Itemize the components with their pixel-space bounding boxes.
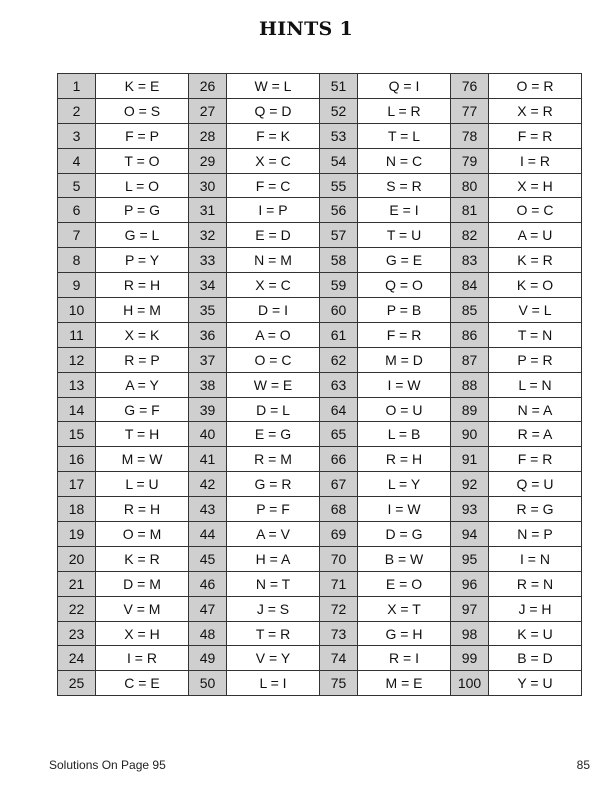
- hint-number: 37: [189, 347, 227, 372]
- hint-number: 50: [189, 671, 227, 696]
- table-row: [58, 273, 582, 298]
- hint-pair: B = W: [358, 546, 451, 571]
- hint-number: 41: [189, 447, 227, 472]
- hint-pair: J = H: [489, 596, 582, 621]
- hint-pair: T = H: [96, 422, 189, 447]
- hint-pair: H = M: [96, 298, 189, 323]
- hint-pair: N = T: [227, 571, 320, 596]
- hint-pair: K = R: [489, 248, 582, 273]
- hint-number: 5: [58, 173, 96, 198]
- table-row: [58, 198, 582, 223]
- hint-pair: C = E: [96, 671, 189, 696]
- hint-number: 78: [451, 123, 489, 148]
- hint-pair: X = C: [227, 273, 320, 298]
- hint-pair: X = T: [358, 596, 451, 621]
- hint-pair: O = U: [358, 397, 451, 422]
- hint-pair: P = Y: [96, 248, 189, 273]
- hint-number: 3: [58, 123, 96, 148]
- hint-number: 61: [320, 322, 358, 347]
- hint-number: 39: [189, 397, 227, 422]
- table-row: [58, 447, 582, 472]
- hint-pair: Q = D: [227, 98, 320, 123]
- hint-pair: K = R: [96, 546, 189, 571]
- hint-pair: Y = U: [489, 671, 582, 696]
- table-row: [58, 522, 582, 547]
- table-row: [58, 372, 582, 397]
- hint-pair: L = O: [96, 173, 189, 198]
- hint-number: 93: [451, 497, 489, 522]
- hint-pair: A = V: [227, 522, 320, 547]
- hint-pair: P = B: [358, 298, 451, 323]
- hint-pair: T = U: [358, 223, 451, 248]
- hint-pair: I = R: [96, 646, 189, 671]
- hint-number: 96: [451, 571, 489, 596]
- hint-number: 55: [320, 173, 358, 198]
- hint-number: 90: [451, 422, 489, 447]
- hint-number: 62: [320, 347, 358, 372]
- table-row: [58, 397, 582, 422]
- hint-number: 16: [58, 447, 96, 472]
- hint-pair: E = D: [227, 223, 320, 248]
- hint-pair: N = A: [489, 397, 582, 422]
- hint-pair: L = I: [227, 671, 320, 696]
- hint-pair: W = L: [227, 74, 320, 99]
- hint-pair: S = R: [358, 173, 451, 198]
- hint-number: 28: [189, 123, 227, 148]
- hint-pair: G = E: [358, 248, 451, 273]
- hint-pair: R = N: [489, 571, 582, 596]
- hint-number: 42: [189, 472, 227, 497]
- table-row: [58, 596, 582, 621]
- hint-pair: D = G: [358, 522, 451, 547]
- hint-number: 64: [320, 397, 358, 422]
- hint-number: 49: [189, 646, 227, 671]
- hint-number: 33: [189, 248, 227, 273]
- hint-number: 77: [451, 98, 489, 123]
- table-row: [58, 123, 582, 148]
- hint-pair: D = L: [227, 397, 320, 422]
- hint-pair: R = H: [96, 497, 189, 522]
- hint-number: 98: [451, 621, 489, 646]
- hint-number: 26: [189, 74, 227, 99]
- hint-number: 92: [451, 472, 489, 497]
- hint-number: 34: [189, 273, 227, 298]
- hint-number: 46: [189, 571, 227, 596]
- hint-pair: D = M: [96, 571, 189, 596]
- hint-number: 54: [320, 148, 358, 173]
- hint-pair: Q = O: [358, 273, 451, 298]
- hint-number: 89: [451, 397, 489, 422]
- hint-pair: F = R: [489, 447, 582, 472]
- hint-pair: X = H: [489, 173, 582, 198]
- table-row: [58, 74, 582, 99]
- hint-number: 58: [320, 248, 358, 273]
- hint-number: 100: [451, 671, 489, 696]
- hint-number: 71: [320, 571, 358, 596]
- hint-pair: Q = U: [489, 472, 582, 497]
- hint-pair: O = C: [227, 347, 320, 372]
- hint-pair: O = C: [489, 198, 582, 223]
- hint-number: 9: [58, 273, 96, 298]
- hint-number: 80: [451, 173, 489, 198]
- table-row: [58, 546, 582, 571]
- hint-number: 27: [189, 98, 227, 123]
- hint-pair: O = M: [96, 522, 189, 547]
- hint-pair: A = Y: [96, 372, 189, 397]
- hint-number: 91: [451, 447, 489, 472]
- hint-number: 6: [58, 198, 96, 223]
- hint-number: 94: [451, 522, 489, 547]
- hint-pair: I = W: [358, 497, 451, 522]
- hint-pair: L = R: [358, 98, 451, 123]
- hint-pair: R = H: [358, 447, 451, 472]
- hint-pair: V = M: [96, 596, 189, 621]
- hint-number: 7: [58, 223, 96, 248]
- page-number: 85: [576, 758, 590, 772]
- hint-pair: E = I: [358, 198, 451, 223]
- table-row: [58, 646, 582, 671]
- hint-number: 81: [451, 198, 489, 223]
- hint-pair: T = L: [358, 123, 451, 148]
- hint-number: 51: [320, 74, 358, 99]
- table-row: [58, 223, 582, 248]
- table-row: [58, 248, 582, 273]
- hint-number: 83: [451, 248, 489, 273]
- hint-number: 87: [451, 347, 489, 372]
- hint-pair: A = U: [489, 223, 582, 248]
- hint-pair: F = R: [489, 123, 582, 148]
- hint-number: 4: [58, 148, 96, 173]
- hint-number: 65: [320, 422, 358, 447]
- hint-number: 20: [58, 546, 96, 571]
- hint-pair: R = A: [489, 422, 582, 447]
- table-row: [58, 671, 582, 696]
- hint-pair: R = I: [358, 646, 451, 671]
- hint-number: 67: [320, 472, 358, 497]
- hint-number: 19: [58, 522, 96, 547]
- hint-number: 53: [320, 123, 358, 148]
- hint-pair: V = L: [489, 298, 582, 323]
- hint-number: 82: [451, 223, 489, 248]
- hint-number: 85: [451, 298, 489, 323]
- hint-pair: N = P: [489, 522, 582, 547]
- hint-pair: F = K: [227, 123, 320, 148]
- hint-pair: R = G: [489, 497, 582, 522]
- hint-number: 24: [58, 646, 96, 671]
- hint-pair: M = E: [358, 671, 451, 696]
- hint-pair: G = L: [96, 223, 189, 248]
- hint-number: 75: [320, 671, 358, 696]
- hint-pair: G = H: [358, 621, 451, 646]
- hint-number: 99: [451, 646, 489, 671]
- hint-number: 1: [58, 74, 96, 99]
- table-row: [58, 148, 582, 173]
- hint-pair: H = A: [227, 546, 320, 571]
- hint-pair: P = G: [96, 198, 189, 223]
- hint-number: 17: [58, 472, 96, 497]
- hint-pair: X = C: [227, 148, 320, 173]
- hint-pair: Q = I: [358, 74, 451, 99]
- hint-number: 79: [451, 148, 489, 173]
- hint-number: 47: [189, 596, 227, 621]
- hint-number: 44: [189, 522, 227, 547]
- table-row: [58, 173, 582, 198]
- hint-number: 30: [189, 173, 227, 198]
- hint-number: 76: [451, 74, 489, 99]
- hint-number: 69: [320, 522, 358, 547]
- hint-number: 31: [189, 198, 227, 223]
- hint-pair: W = E: [227, 372, 320, 397]
- hint-pair: F = P: [96, 123, 189, 148]
- hint-pair: I = R: [489, 148, 582, 173]
- hint-pair: T = R: [227, 621, 320, 646]
- hint-pair: L = Y: [358, 472, 451, 497]
- hint-number: 52: [320, 98, 358, 123]
- hint-pair: K = E: [96, 74, 189, 99]
- hint-pair: O = R: [489, 74, 582, 99]
- hint-number: 74: [320, 646, 358, 671]
- solutions-note: Solutions On Page 95: [49, 758, 166, 772]
- hint-pair: P = R: [489, 347, 582, 372]
- hints-table: [57, 73, 582, 696]
- hint-number: 36: [189, 322, 227, 347]
- hint-pair: I = W: [358, 372, 451, 397]
- hint-pair: D = I: [227, 298, 320, 323]
- hint-number: 45: [189, 546, 227, 571]
- table-row: [58, 322, 582, 347]
- hint-pair: A = O: [227, 322, 320, 347]
- hint-number: 43: [189, 497, 227, 522]
- hint-number: 32: [189, 223, 227, 248]
- hint-pair: M = D: [358, 347, 451, 372]
- hint-pair: T = N: [489, 322, 582, 347]
- hint-number: 23: [58, 621, 96, 646]
- hint-pair: I = N: [489, 546, 582, 571]
- table-row: [58, 497, 582, 522]
- hint-number: 66: [320, 447, 358, 472]
- hint-pair: O = S: [96, 98, 189, 123]
- table-row: [58, 347, 582, 372]
- hint-pair: X = R: [489, 98, 582, 123]
- hint-pair: R = P: [96, 347, 189, 372]
- hint-pair: M = W: [96, 447, 189, 472]
- hint-number: 59: [320, 273, 358, 298]
- hint-number: 63: [320, 372, 358, 397]
- hint-pair: X = K: [96, 322, 189, 347]
- hint-number: 86: [451, 322, 489, 347]
- hint-number: 95: [451, 546, 489, 571]
- hint-number: 13: [58, 372, 96, 397]
- hint-pair: G = R: [227, 472, 320, 497]
- hint-number: 72: [320, 596, 358, 621]
- hint-number: 48: [189, 621, 227, 646]
- hint-pair: T = O: [96, 148, 189, 173]
- page-title: HINTS 1: [258, 18, 353, 40]
- hint-pair: F = R: [358, 322, 451, 347]
- hint-pair: N = M: [227, 248, 320, 273]
- table-row: [58, 571, 582, 596]
- hint-pair: P = F: [227, 497, 320, 522]
- table-row: [58, 98, 582, 123]
- hint-number: 2: [58, 98, 96, 123]
- hint-pair: R = M: [227, 447, 320, 472]
- hint-number: 18: [58, 497, 96, 522]
- hint-number: 73: [320, 621, 358, 646]
- hint-number: 21: [58, 571, 96, 596]
- hint-number: 60: [320, 298, 358, 323]
- hint-number: 70: [320, 546, 358, 571]
- hint-pair: J = S: [227, 596, 320, 621]
- table-row: [58, 298, 582, 323]
- hint-pair: R = H: [96, 273, 189, 298]
- hint-number: 56: [320, 198, 358, 223]
- hint-pair: L = B: [358, 422, 451, 447]
- hint-pair: X = H: [96, 621, 189, 646]
- hint-number: 10: [58, 298, 96, 323]
- hint-number: 97: [451, 596, 489, 621]
- hint-number: 15: [58, 422, 96, 447]
- hint-number: 38: [189, 372, 227, 397]
- hint-pair: B = D: [489, 646, 582, 671]
- hint-pair: E = O: [358, 571, 451, 596]
- hint-number: 88: [451, 372, 489, 397]
- table-row: [58, 472, 582, 497]
- table-row: [58, 422, 582, 447]
- hint-pair: I = P: [227, 198, 320, 223]
- hint-pair: L = N: [489, 372, 582, 397]
- hint-pair: K = O: [489, 273, 582, 298]
- table-row: [58, 621, 582, 646]
- hint-pair: G = F: [96, 397, 189, 422]
- hint-number: 29: [189, 148, 227, 173]
- hint-number: 25: [58, 671, 96, 696]
- hint-number: 14: [58, 397, 96, 422]
- hint-number: 12: [58, 347, 96, 372]
- hint-pair: L = U: [96, 472, 189, 497]
- hint-number: 68: [320, 497, 358, 522]
- hint-number: 35: [189, 298, 227, 323]
- hint-pair: K = U: [489, 621, 582, 646]
- hint-number: 40: [189, 422, 227, 447]
- hint-pair: E = G: [227, 422, 320, 447]
- hint-pair: N = C: [358, 148, 451, 173]
- hint-pair: V = Y: [227, 646, 320, 671]
- hint-number: 84: [451, 273, 489, 298]
- hint-number: 57: [320, 223, 358, 248]
- hint-number: 8: [58, 248, 96, 273]
- hint-number: 22: [58, 596, 96, 621]
- hint-number: 11: [58, 322, 96, 347]
- hint-pair: F = C: [227, 173, 320, 198]
